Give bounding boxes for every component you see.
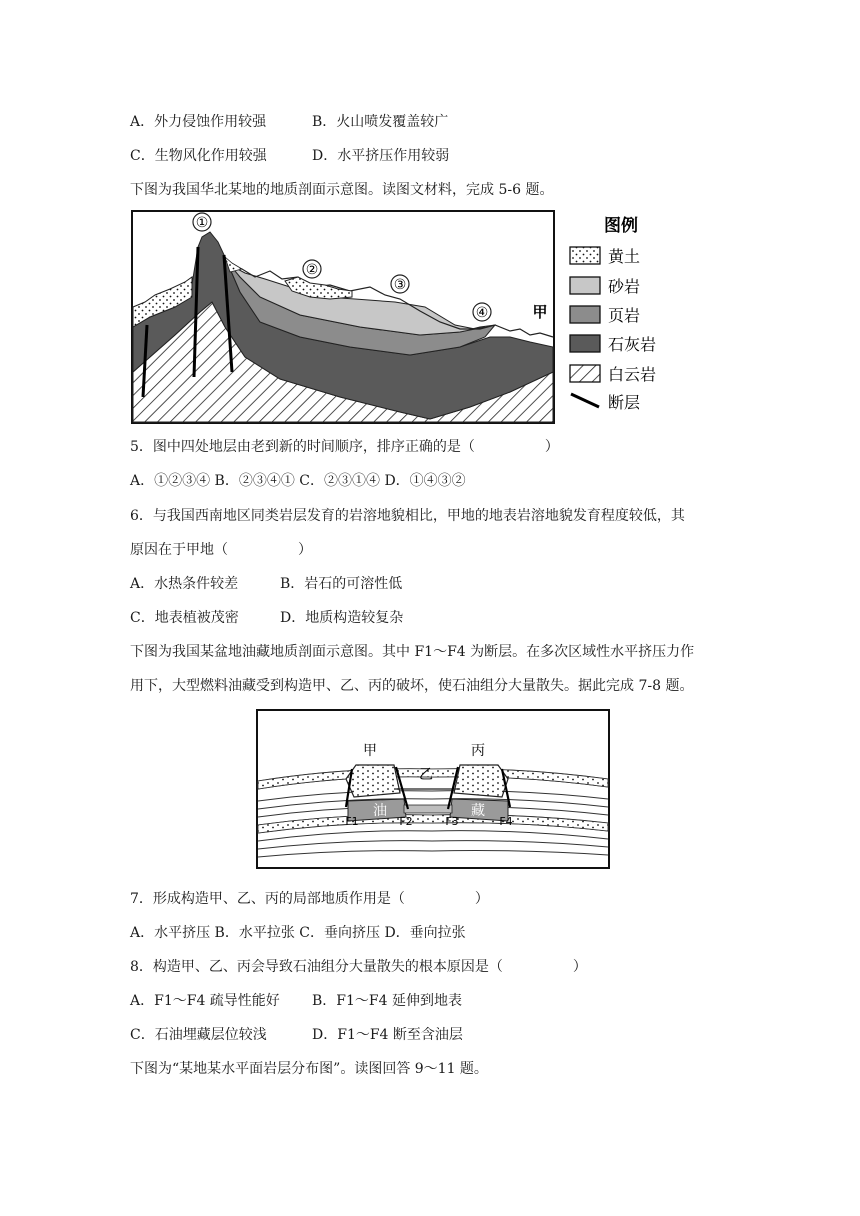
legend-dolomite: 白云岩 — [608, 365, 657, 384]
q7-stem: 7．形成构造甲、乙、丙的局部地质作用是（ ） — [130, 891, 489, 907]
q6-stem-line1: 6．与我国西南地区同类岩层发育的岩溶地貌相比，甲地的地表岩溶地貌发育程度较低，其 — [130, 508, 685, 524]
geologic-profile-figure — [130, 207, 690, 425]
marker-3: ③ — [393, 277, 407, 293]
legend-loess: 黄土 — [608, 247, 641, 266]
location-jia-label: 甲 — [532, 303, 548, 321]
q6-option-d: D．地质构造较复杂 — [280, 610, 404, 626]
q8-option-b: B．F1～F4 延伸到地表 — [312, 993, 462, 1009]
intro-9-11: 下图为“某地某水平面岩层分布图”。读图回答 9～11 题。 — [130, 1061, 488, 1077]
legend-swatch-limestone — [570, 335, 600, 352]
label-f4: F4 — [499, 815, 513, 828]
label-zang: 藏 — [471, 803, 485, 819]
q8-option-d: D．F1～F4 断至含油层 — [312, 1027, 463, 1043]
marker-4: ④ — [475, 305, 489, 321]
legend-swatch-shale — [570, 306, 600, 323]
label-f3: F3 — [445, 815, 459, 828]
block-jia — [346, 765, 400, 797]
legend-swatch-fault — [571, 394, 599, 407]
legend-swatch-sandstone — [570, 277, 600, 294]
q5-stem: 5．图中四处地层由老到新的时间顺序，排序正确的是（ ） — [130, 439, 559, 455]
label-f1: F1 — [345, 815, 359, 828]
label-you: 油 — [373, 803, 387, 819]
q4-option-a: A．外力侵蚀作用较强 — [130, 114, 267, 130]
label-yi: 乙 — [419, 767, 433, 783]
q6-option-b: B．岩石的可溶性低 — [280, 576, 403, 592]
marker-2: ② — [305, 262, 319, 278]
legend-limestone: 石灰岩 — [608, 335, 657, 354]
legend — [570, 215, 656, 412]
intro-7-8-line2: 用下，大型燃料油藏受到构造甲、乙、丙的破坏，使石油组分大量散失。据此完成 7-8 题。 — [130, 678, 694, 694]
q7-options: A．水平挤压 B．水平拉张 C．垂向挤压 D．垂向拉张 — [130, 925, 466, 941]
q6-option-c: C．地表植被茂密 — [130, 610, 239, 626]
legend-title: 图例 — [604, 216, 638, 236]
q5-options: A．①②③④ B．②③④① C．②③①④ D．①④③② — [130, 473, 466, 489]
intro-7-8-line1: 下图为我国某盆地油藏地质剖面示意图。其中 F1～F4 为断层。在多次区域性水平挤压力作 — [130, 644, 695, 660]
legend-swatch-dolomite — [570, 365, 600, 382]
legend-fault: 断层 — [608, 393, 641, 412]
oil-reservoir-figure — [256, 709, 610, 869]
label-bing: 丙 — [471, 743, 485, 759]
label-jia: 甲 — [363, 743, 377, 759]
q8-stem: 8．构造甲、乙、丙会导致石油组分大量散失的根本原因是（ ） — [130, 959, 587, 975]
q4-option-b: B．火山喷发覆盖较广 — [312, 114, 449, 130]
q6-stem-line2: 原因在于甲地（ ） — [130, 542, 312, 558]
oil-reservoir-mid — [404, 805, 452, 813]
q4-option-c: C．生物风化作用较强 — [130, 148, 267, 164]
q8-option-c: C．石油埋藏层位较浅 — [130, 1027, 267, 1043]
marker-1: ① — [195, 215, 209, 231]
q4-option-d: D．水平挤压作用较弱 — [312, 148, 450, 164]
q8-option-a: A．F1～F4 疏导性能好 — [130, 993, 280, 1009]
block-bing — [454, 765, 508, 797]
q6-option-a: A．水热条件较差 — [130, 576, 239, 592]
legend-sandstone: 砂岩 — [608, 277, 641, 296]
legend-shale: 页岩 — [608, 306, 641, 325]
legend-swatch-loess — [570, 247, 600, 264]
intro-5-6: 下图为我国华北某地的地质剖面示意图。读图文材料，完成 5-6 题。 — [130, 182, 554, 198]
label-f2: F2 — [399, 815, 413, 828]
